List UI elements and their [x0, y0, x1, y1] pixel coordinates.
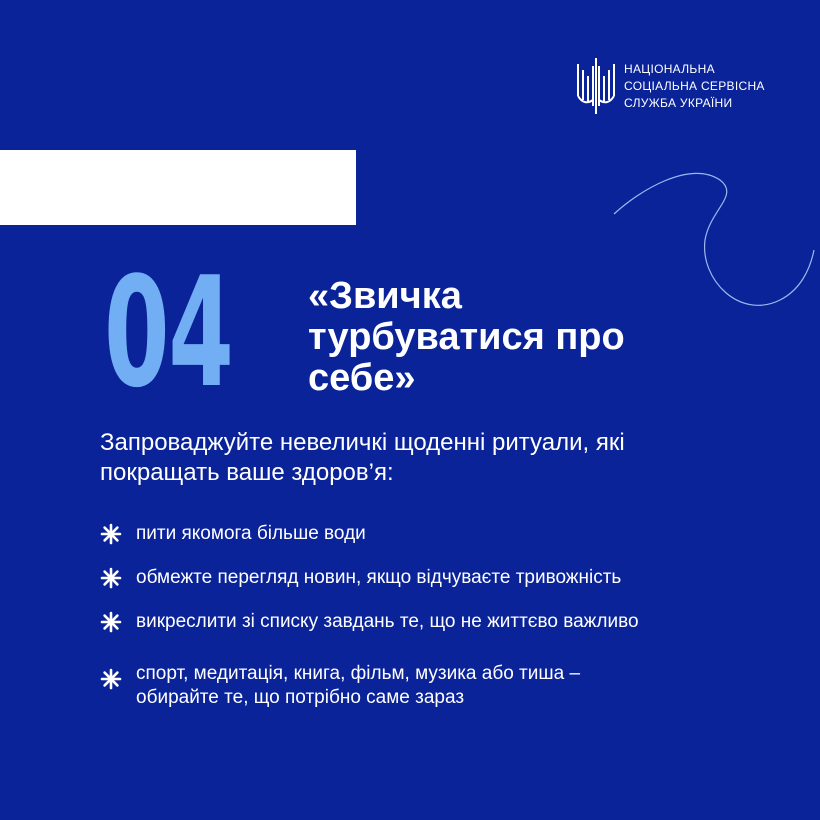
logo-line-2: СОЦІАЛЬНА СЕРВІСНА — [624, 78, 765, 93]
list-item — [100, 522, 366, 546]
asterisk-flower-icon — [100, 668, 122, 690]
list-item-text-line-2: обирайте те, що потрібно саме зараз — [136, 687, 465, 708]
intro-line-2: покращать ваше здоров’я: — [100, 459, 394, 486]
intro-line-1: Запроваджуйте невеличкі щоденні ритуали, які — [100, 429, 625, 456]
logo-line-3: СЛУЖБА УКРАЇНИ — [624, 95, 733, 110]
section-title — [308, 276, 728, 399]
decorative-white-bar — [0, 150, 356, 225]
intro-text — [100, 428, 780, 488]
asterisk-flower-icon — [100, 611, 122, 633]
logo-line-1: НАЦІОНАЛЬНА — [624, 61, 715, 76]
section-number: 04 — [104, 244, 233, 421]
list-item — [100, 610, 639, 634]
list-item-text: пити якомога більше води — [136, 523, 366, 544]
asterisk-flower-icon — [100, 523, 122, 545]
list-item — [100, 662, 580, 710]
list-item-text-line-1: спорт, медитація, книга, фільм, музика або тиша – — [136, 663, 581, 684]
title-line-1: «Звичка — [308, 275, 462, 317]
logo-text — [624, 61, 765, 112]
logo — [574, 56, 765, 116]
title-line-2: турбуватися про — [308, 316, 625, 358]
title-line-3: себе» — [308, 357, 416, 399]
asterisk-flower-icon — [100, 567, 122, 589]
list-item-text: обмежте перегляд новин, якщо відчуваєте тривожність — [136, 567, 622, 588]
list-item-text: викреслити зі списку завдань те, що не життєво важливо — [136, 611, 639, 632]
trident-emblem-icon — [574, 56, 618, 116]
list-item — [100, 566, 621, 590]
